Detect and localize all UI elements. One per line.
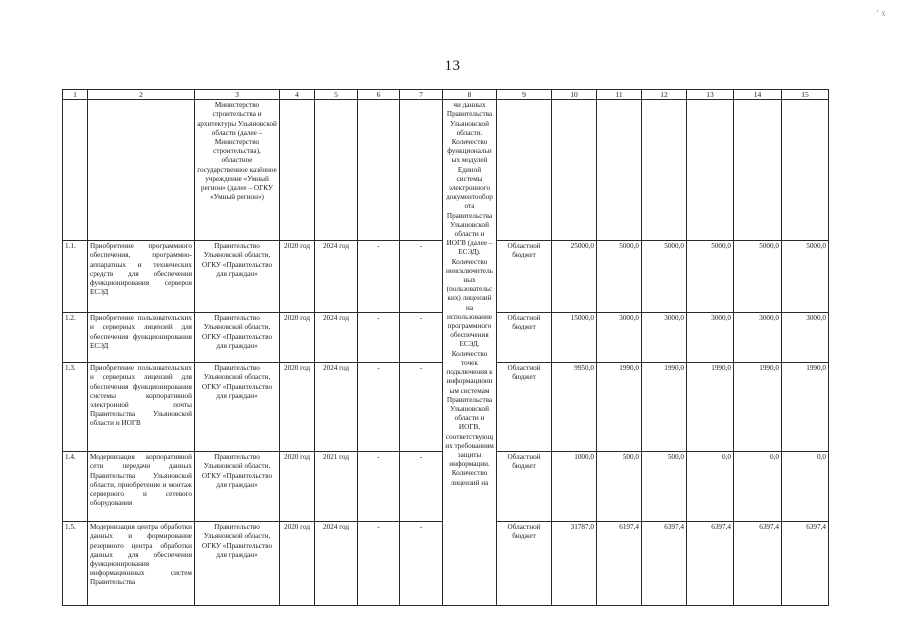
header-cell: 13 [687,90,734,100]
year-amount: 500,0 [597,452,642,522]
year-amount: 1990,0 [642,363,687,452]
executor-cell: Правительство Ульяновской области, ОГКУ «Правительство для граждан» [195,452,280,522]
header-cell: 5 [315,90,358,100]
col7-value: - [400,452,443,522]
start-year: 2020 год [280,313,315,363]
start-year: 2020 год [280,452,315,522]
header-cell: 10 [552,90,597,100]
header-cell: 15 [782,90,829,100]
source-cell: Областной бюджет [497,452,552,522]
col6-value: - [358,241,400,313]
year-amount: 3000,0 [687,313,734,363]
year-amount: 5000,0 [597,241,642,313]
header-cell: 6 [358,90,400,100]
year-amount: 1990,0 [597,363,642,452]
row-number: 1.5. [63,522,88,606]
col6-value: - [358,363,400,452]
header-cell: 12 [642,90,687,100]
header-cell: 9 [497,90,552,100]
measure-name: Приобретение пользовательских и серверных лицензий для обеспечения функционирования системы корпоративной электронной почты Правительства Ульяновской области и ИОГВ [88,363,195,452]
executor-cell: Правительство Ульяновской области, ОГКУ «Правительство для граждан» [195,522,280,606]
program-measures-table [62,89,829,606]
source-cell: Областной бюджет [497,241,552,313]
measure-name: Модернизация корпоративной сети передачи данных Правительства Ульяновской области, приобретение и монтаж серверного и сетевого оборудования [88,452,195,522]
header-cell: 11 [597,90,642,100]
year-amount: 6397,4 [687,522,734,606]
measure-name: Приобретение программного обеспечения, программно-аппаратных и технических средств для обеспечения функционирования серверов ЕСЭД [88,241,195,313]
row-number: 1.1. [63,241,88,313]
year-amount: 1990,0 [734,363,782,452]
total-amount: 15000,0 [552,313,597,363]
indicator-cell: чи данных Правительства Ульяновской области. Количество функциональных модулей Единой системы электронного документооборота Правительства Ульяновской области и ИОГВ (далее – ЕСЭД). Количество неисключительных (пользовательских) лицензий на использование программного обеспечения ЕСЭД. Количество точек подключения к информационным системам Правительства Ульяновской области и ИОГВ, соответствующих требованиям защиты информации. Количество лицензий на [443,100,497,606]
header-cell: 4 [280,90,315,100]
col7-value: - [400,363,443,452]
year-amount: 3000,0 [642,313,687,363]
header-cell: 1 [63,90,88,100]
measure-name: Модернизация центра обработки данных и формирование резервного центра обработки данных для обеспечения функционирования информационных систем Правительства [88,522,195,606]
page-number: 13 [444,58,461,74]
col6-value: - [358,452,400,522]
year-amount: 3000,0 [782,313,829,363]
year-amount: 500,0 [642,452,687,522]
source-cell: Областной бюджет [497,522,552,606]
year-amount: 1990,0 [782,363,829,452]
col7-value: - [400,313,443,363]
end-year: 2024 год [315,363,358,452]
year-amount: 0,0 [734,452,782,522]
col7-value: - [400,522,443,606]
col6-value: - [358,313,400,363]
executor-cell: Правительство Ульяновской области, ОГКУ «Правительство для граждан» [195,363,280,452]
col7-value: - [400,241,443,313]
end-year: 2021 год [315,452,358,522]
start-year: 2020 год [280,363,315,452]
row-number: 1.3. [63,363,88,452]
year-amount: 3000,0 [597,313,642,363]
executor-cell: Министерство строительства и архитектуры Ульяновской области (далее – Министерство строительства), областное государственное казённое учреждение «Умный регион» (далее – ОГКУ «Умный регион») [195,100,280,241]
end-year: 2024 год [315,241,358,313]
header-cell: 3 [195,90,280,100]
year-amount: 6397,4 [734,522,782,606]
year-amount: 5000,0 [687,241,734,313]
start-year: 2020 год [280,522,315,606]
year-amount: 5000,0 [642,241,687,313]
year-amount: 6197,4 [597,522,642,606]
measure-name: Приобретение пользовательских и серверных лицензий для обеспечения функционирования ЕСЭД [88,313,195,363]
end-year: 2024 год [315,313,358,363]
header-cell: 8 [443,90,497,100]
row-number: 1.2. [63,313,88,363]
year-amount: 0,0 [687,452,734,522]
year-amount: 6397,4 [782,522,829,606]
total-amount: 31787,0 [552,522,597,606]
total-amount: 1000,0 [552,452,597,522]
source-cell: Областной бюджет [497,313,552,363]
table-row [63,100,829,241]
source-cell: Областной бюджет [497,363,552,452]
start-year: 2020 год [280,241,315,313]
year-amount: 0,0 [782,452,829,522]
header-cell: 7 [400,90,443,100]
corner-mark: ‘ х [876,8,886,18]
executor-cell: Правительство Ульяновской области, ОГКУ «Правительство для граждан» [195,241,280,313]
year-amount: 1990,0 [687,363,734,452]
col6-value: - [358,522,400,606]
row-number: 1.4. [63,452,88,522]
total-amount: 9950,0 [552,363,597,452]
total-amount: 25000,0 [552,241,597,313]
year-amount: 5000,0 [734,241,782,313]
header-cell: 14 [734,90,782,100]
end-year: 2024 год [315,522,358,606]
year-amount: 3000,0 [734,313,782,363]
executor-cell: Правительство Ульяновской области, ОГКУ «Правительство для граждан» [195,313,280,363]
header-row [63,90,829,100]
header-cell: 2 [88,90,195,100]
year-amount: 5000,0 [782,241,829,313]
year-amount: 6397,4 [642,522,687,606]
